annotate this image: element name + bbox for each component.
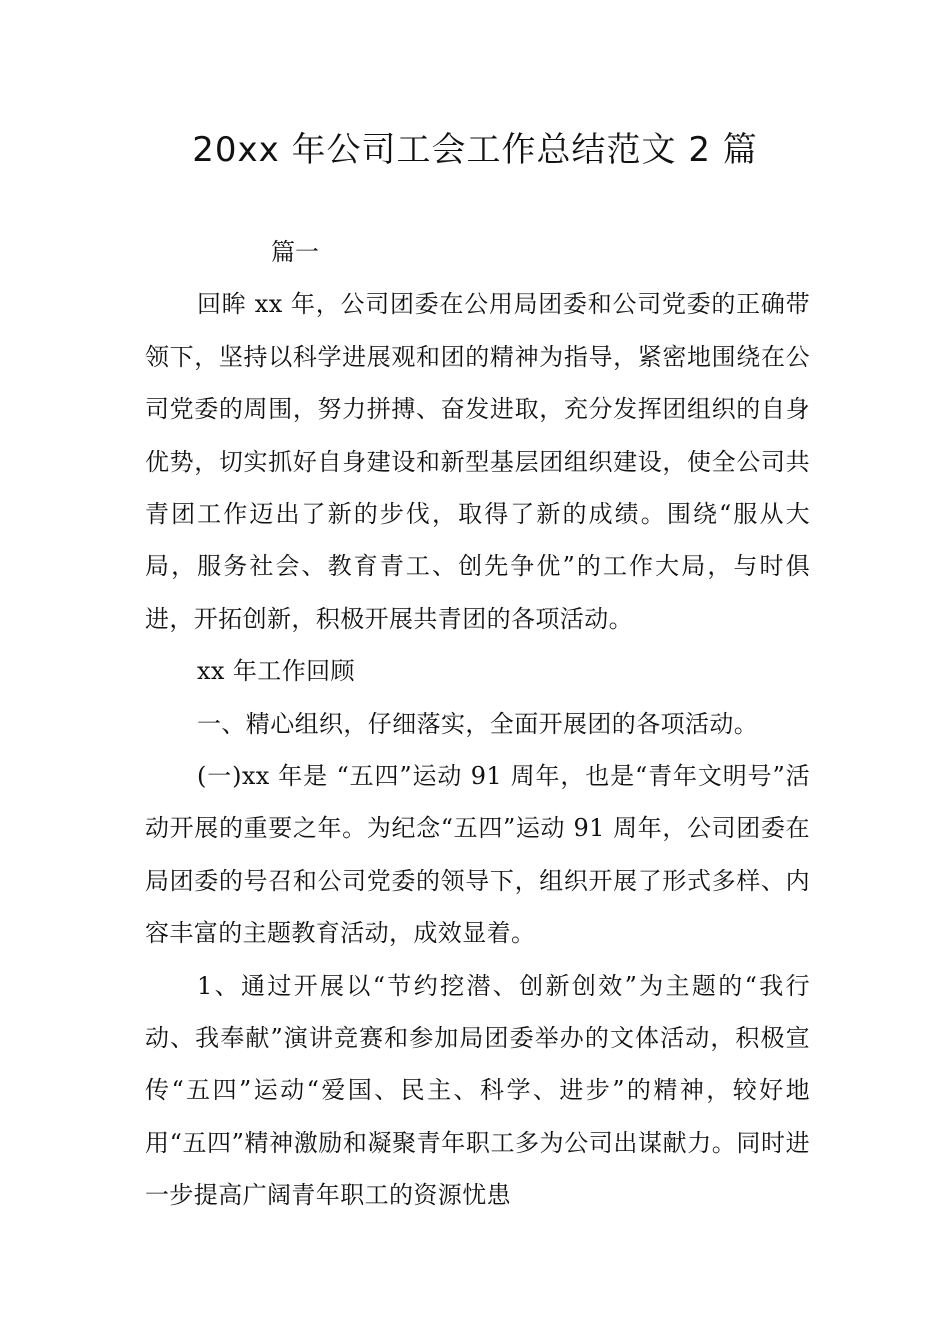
paragraph-heading-one: 一、精心组织，仔细落实，全面开展团的各项活动。 (197, 709, 759, 738)
section-label: 篇一 (271, 238, 319, 266)
document-body (145, 226, 810, 1222)
paragraph-review-heading: xx 年工作回顾 (197, 657, 355, 686)
document-title: 20xx 年公司工会工作总结范文 2 篇 (192, 130, 758, 170)
paragraph-subsection-one: (一)xx 年是 “五四”运动 91 周年，也是“青年文明号”活动开展的重要之年。为纪念“五四”运动 91 周年，公司团委在局团委的号召和公司党委的领导下，组织开展了形式多样、内容丰富的主题教育活动，成效显着。 (145, 762, 810, 948)
paragraph-intro: 回眸 xx 年，公司团委在公用局团委和公司党委的正确带领下，坚持以科学进展观和团的精神为指导，紧密地围绕在公司党委的周围，努力拼搏、奋发进取，充分发挥团组织的自身优势，切实抓好自身建设和新型基层团组织建设，使全公司共青团工作迈出了新的步伐，取得了新的成绩。围绕“服从大局，服务社会、教育青工、创先争优”的工作大局，与时俱进，开拓创新，积极开展共青团的各项活动。 (145, 290, 810, 633)
paragraph-item-one: 1、通过开展以“节约挖潜、创新创效”为主题的“我行动、我奉献”演讲竞赛和参加局团委举办的文体活动，积极宣传“五四”运动“爱国、民主、科学、进步”的精神，较好地用“五四”精神激励和凝聚青年职工多为公司出谋献力。同时进一步提高广阔青年职工的资源忧患 (145, 971, 810, 1210)
